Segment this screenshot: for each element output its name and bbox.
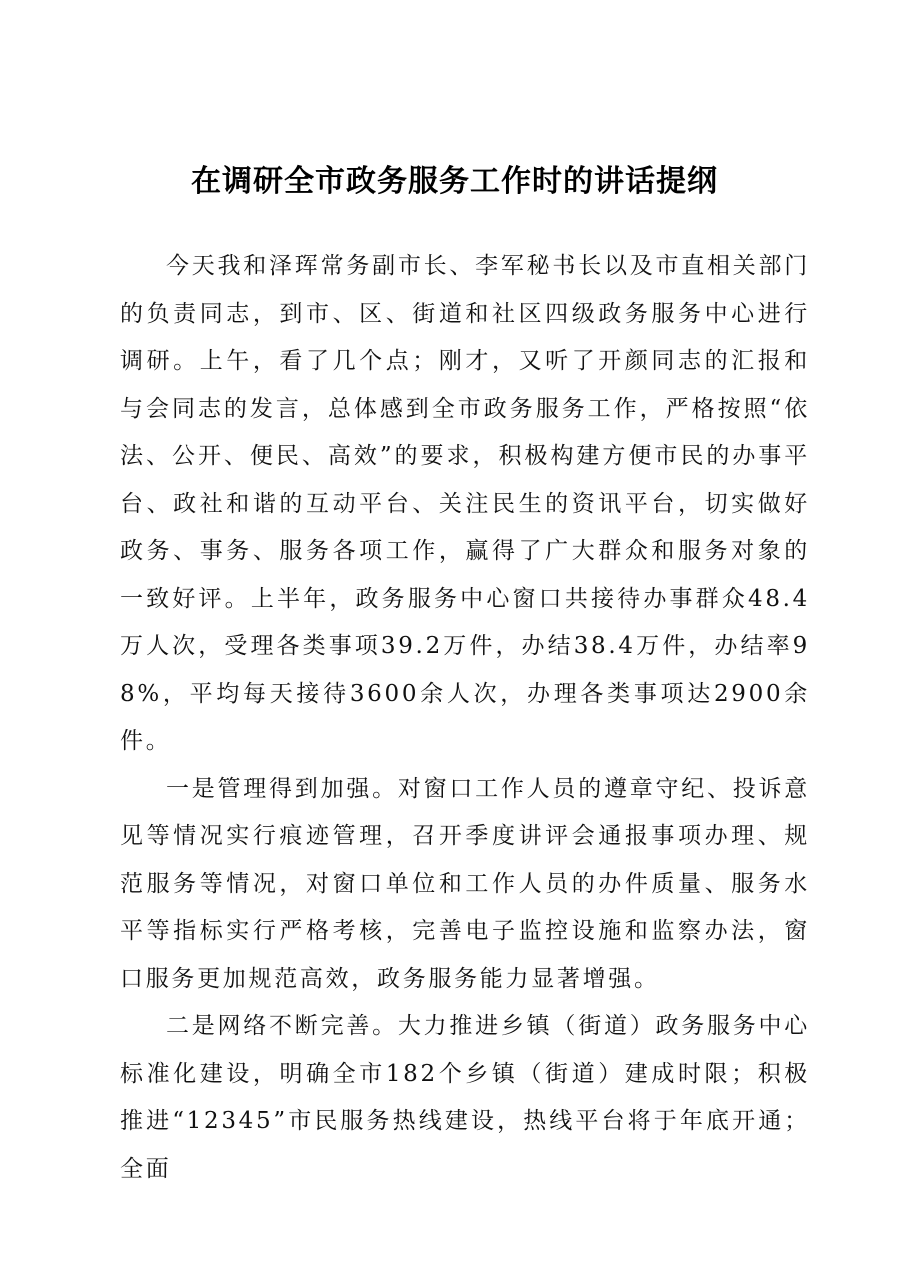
paragraph-network: 二是网络不断完善。大力推进乡镇（街道）政务服务中心标准化建设，明确全市182个乡镇（街道）建成时限；积极推进“12345”市民服务热线建设，热线平台将于年底开通；全面: [120, 1013, 810, 1182]
paragraph-intro: 今天我和泽珲常务副市长、李军秘书长以及市直相关部门的负责同志，到市、区、街道和社区四级政务服务中心进行调研。上午，看了几个点；刚才，又听了开颜同志的汇报和与会同志的发言，总体感到全市政务服务工作，严格按照“依法、公开、便民、高效”的要求，积极构建方便市民的办事平台、政社和谐的互动平台、关注民生的资讯平台，切实做好政务、事务、服务各项工作，赢得了广大群众和服务对象的一致好评。上半年，政务服务中心窗口共接待办事群众48.4万人次，受理各类事项39.2万件，办结38.4万件，办结率98%，平均每天接待3600余人次，办理各类事项达2900余件。: [120, 253, 810, 754]
document-body: [120, 243, 810, 1193]
document-title: 在调研全市政务服务工作时的讲话提纲: [191, 164, 718, 199]
paragraph-management: 一是管理得到加强。对窗口工作人员的遵章守纪、投诉意见等情况实行痕迹管理，召开季度讲评会通报事项办理、规范服务等情况，对窗口单位和工作人员的办件质量、服务水平等指标实行严格考核，完善电子监控设施和监察办法，窗口服务更加规范高效，政务服务能力显著增强。: [120, 775, 810, 992]
